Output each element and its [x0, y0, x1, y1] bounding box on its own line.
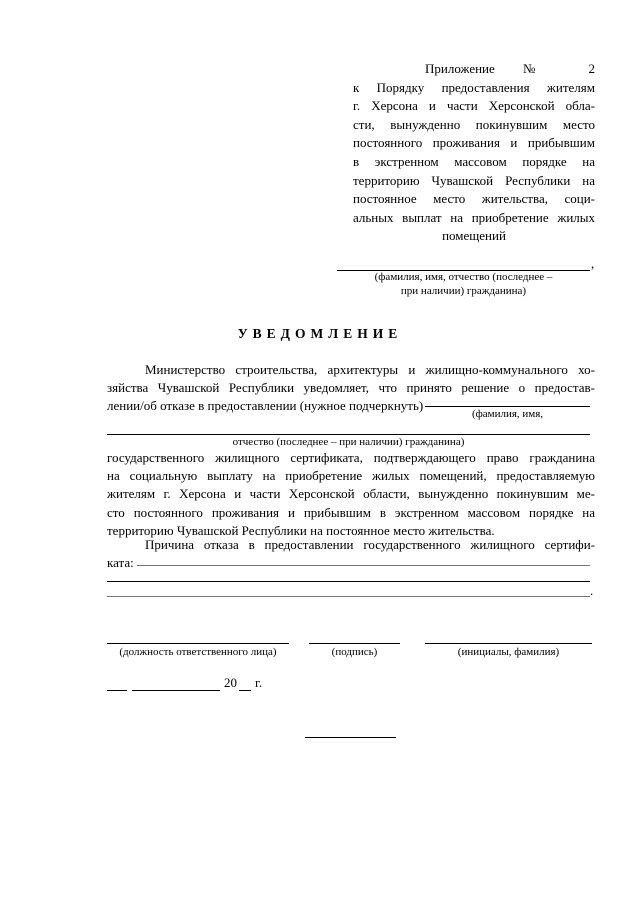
annex-block	[353, 60, 595, 246]
annex-title: Приложение № 2	[425, 61, 595, 76]
body-line: жителям г. Херсона и части Херсонской области, вынужденно покинувшим ме-	[107, 486, 595, 502]
annex-line: сти, вынужденно покинувшим место	[353, 116, 595, 132]
body-line: на социальную выплату на приобретение жилых помещений, предоставляемую	[107, 468, 595, 484]
recipient-caption-1: (фамилия, имя, отчество (последнее –	[374, 271, 553, 283]
refusal-reason-line-3[interactable]	[107, 596, 590, 597]
annex-line: постоянное место жительства, соци-	[353, 191, 595, 207]
body-line: зяйства Чувашской Республики уведомляет, что принято решение о предостав-	[107, 380, 595, 396]
annex-line: альных выплат на приобретение жилых	[353, 209, 595, 225]
refusal-reason-end: .	[590, 583, 594, 598]
annex-line: в экстренном массовом порядке на	[353, 153, 595, 169]
date-day-line[interactable]	[107, 690, 127, 691]
date-year-prefix: 20	[224, 675, 237, 690]
date-year-line[interactable]	[239, 690, 251, 691]
annex-line: постоянного проживания и прибывшим	[353, 135, 595, 151]
citizen-name-caption-2: отчество (последнее – при наличии) гражданина)	[232, 436, 465, 448]
body-line: Причина отказа в предоставлении государственного жилищного сертифи-	[145, 537, 595, 552]
paragraph-2	[107, 536, 595, 572]
annex-line: территорию Чувашской Республики на	[353, 172, 595, 188]
citizen-name-line-1[interactable]	[425, 406, 590, 407]
position-caption: (должность ответственного лица)	[119, 646, 277, 658]
body-line: государственного жилищного сертификата, подтверждающего право гражданина	[107, 450, 595, 465]
body-line: ката:	[107, 555, 134, 571]
citizen-name-line-2[interactable]	[107, 434, 590, 435]
body-line: Министерство строительства, архитектуры и жилищно-коммунального хо-	[145, 362, 595, 377]
annex-line: г. Херсона и части Херсонской обла-	[353, 98, 595, 114]
citizen-name-caption-1: (фамилия, имя,	[471, 408, 544, 420]
annex-line: помещений	[442, 228, 506, 244]
annex-line: к Порядку предоставления жителям	[353, 79, 595, 95]
signature-caption: (подпись)	[331, 646, 378, 658]
closing-separator	[305, 737, 396, 738]
position-line[interactable]	[107, 643, 289, 644]
recipient-caption-2: при наличии) гражданина)	[400, 285, 527, 297]
refusal-reason-line-2[interactable]	[107, 581, 590, 582]
date-year-suffix: г.	[255, 675, 263, 690]
initials-line[interactable]	[425, 643, 592, 644]
date-month-line[interactable]	[132, 690, 220, 691]
initials-caption: (инициалы, фамилия)	[457, 646, 560, 658]
document-title: УВЕДОМЛЕНИЕ	[237, 326, 403, 341]
recipient-comma: ,	[591, 256, 595, 271]
refusal-reason-line-1[interactable]	[137, 565, 590, 566]
body-line: сто постоянного проживания и прибывшим в экстренном массовом порядке на	[107, 504, 595, 520]
signature-line[interactable]	[309, 643, 400, 644]
body-line: территорию Чувашской Республики на постоянное место жительства.	[107, 522, 495, 538]
paragraph-1-continued	[107, 449, 595, 540]
body-line: лении/об отказе в предоставлении (нужное подчеркнуть)	[107, 398, 424, 414]
